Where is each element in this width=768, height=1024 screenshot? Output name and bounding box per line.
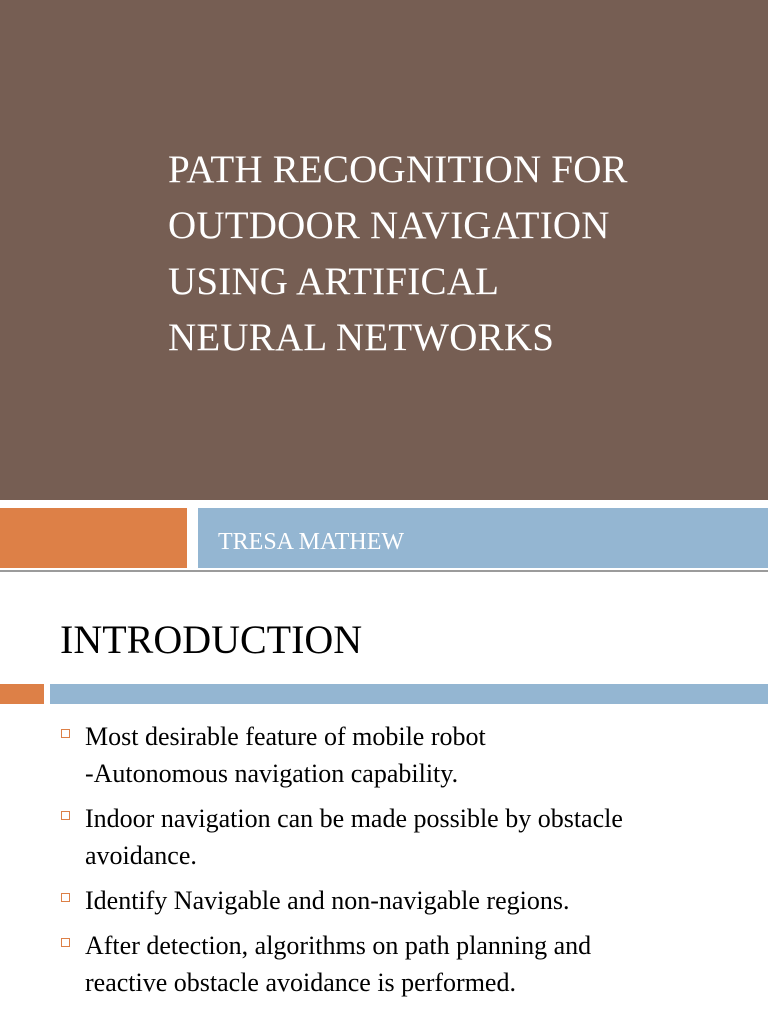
slide-heading: INTRODUCTION: [60, 617, 363, 662]
slide-title-line: USING ARTIFICAL: [168, 260, 500, 303]
slide-title-line: OUTDOOR NAVIGATION: [168, 204, 610, 247]
slide-title-line: NEURAL NETWORKS: [168, 316, 555, 359]
slide-title: [168, 142, 748, 366]
bullet-text-line: Most desirable feature of mobile robot: [85, 722, 486, 751]
hollow-square-bullet-icon: [61, 811, 70, 820]
bullet-text-line: Identify Navigable and non-navigable regions.: [85, 886, 570, 915]
bullet-text-line: avoidance.: [85, 841, 197, 870]
orange-accent-block: [0, 508, 187, 568]
bullet-text-line: reactive obstacle avoidance is performed.: [85, 968, 516, 997]
bullet-item: [60, 800, 750, 874]
bullet-item: [60, 882, 750, 919]
hollow-square-bullet-icon: [61, 729, 70, 738]
bullet-item: [60, 927, 750, 1001]
orange-accent-strip: [0, 684, 44, 704]
bullet-text-line: -Autonomous navigation capability.: [85, 759, 459, 788]
bullet-item: [60, 718, 750, 792]
bullet-text-line: Indoor navigation can be made possible by obstacle: [85, 804, 623, 833]
slide-title-line: PATH RECOGNITION FOR: [168, 148, 628, 191]
hollow-square-bullet-icon: [61, 893, 70, 902]
bullet-list: [60, 718, 750, 1009]
bullet-text-line: After detection, algorithms on path planning and: [85, 931, 592, 960]
title-panel: [0, 0, 768, 500]
blue-accent-strip: [50, 684, 768, 704]
hollow-square-bullet-icon: [61, 938, 70, 947]
author-name: TRESA MATHEW: [218, 529, 404, 555]
introduction-slide: [0, 572, 768, 1024]
